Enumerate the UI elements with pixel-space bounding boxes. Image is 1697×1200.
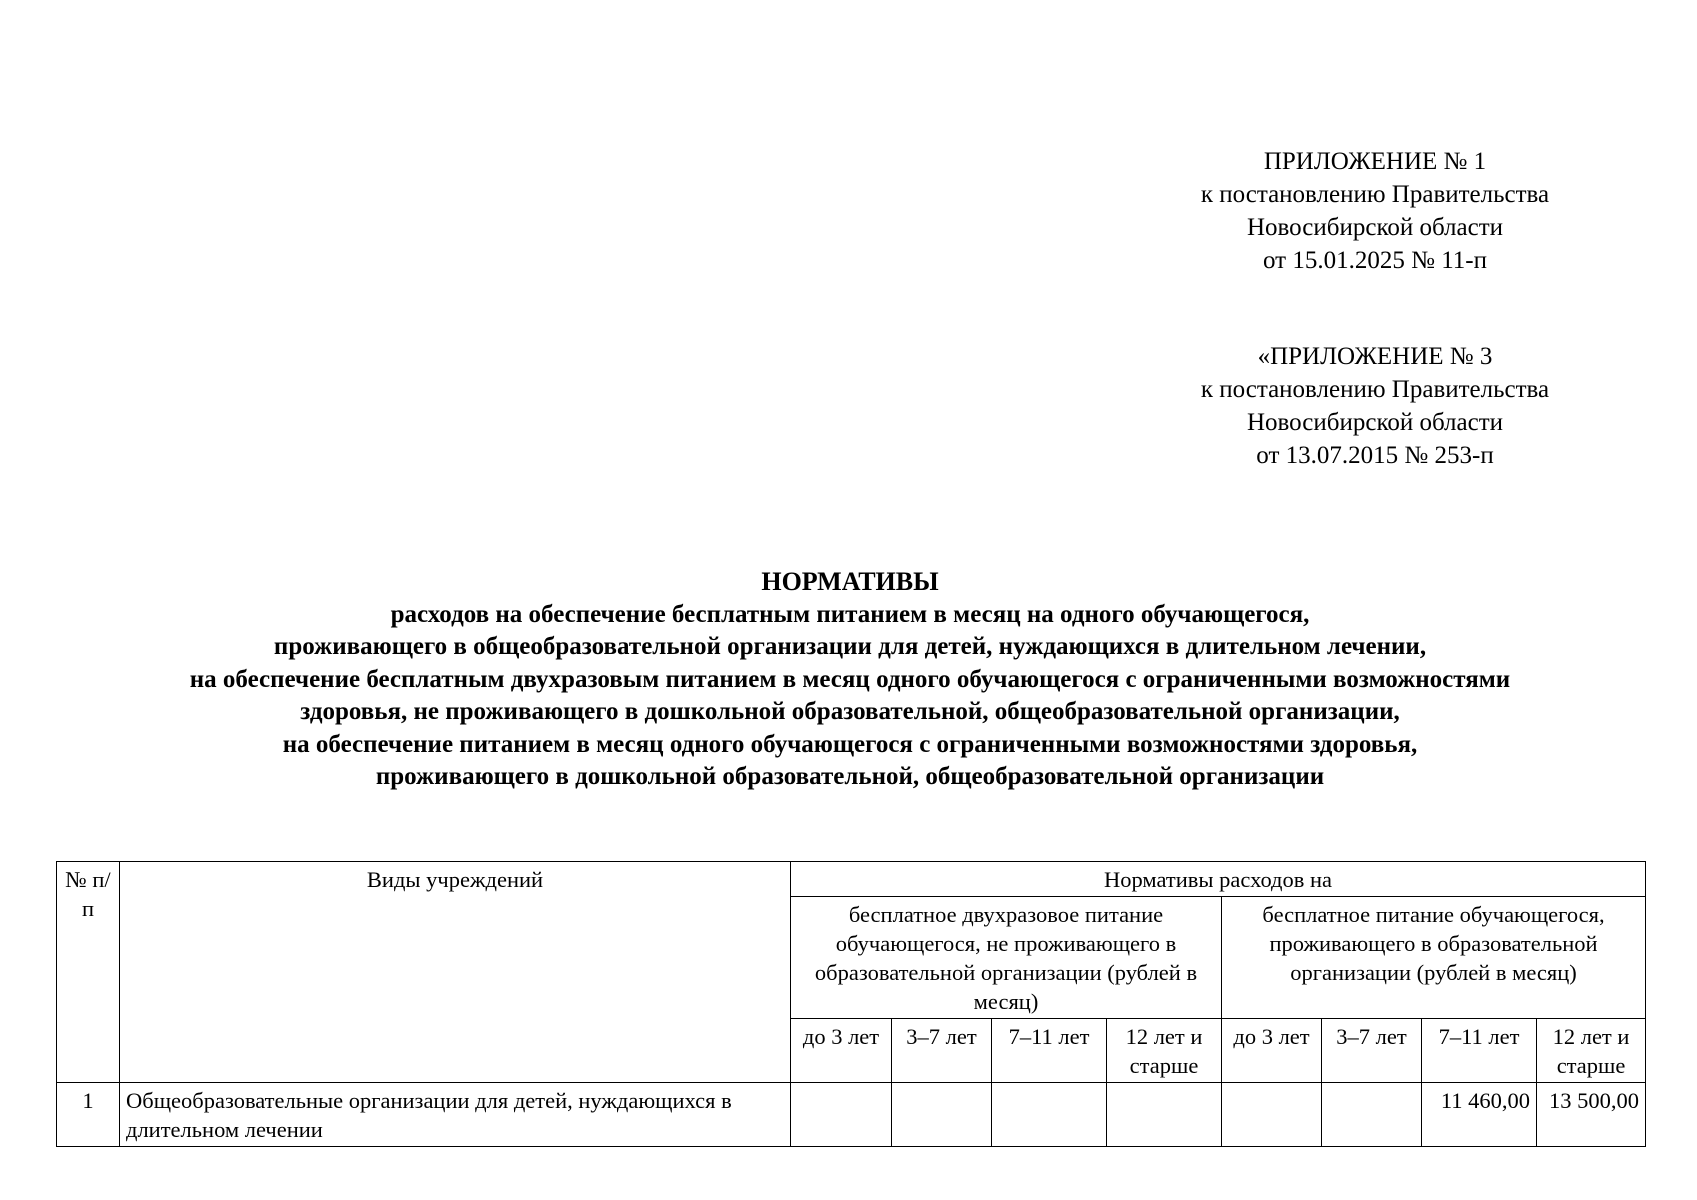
- norms-table: [56, 861, 1646, 1147]
- row-value-cell: [1107, 1083, 1222, 1147]
- header-age-col: 3–7 лет: [892, 1019, 992, 1083]
- header-group-residing: бесплатное питание обучающегося, проживающего в образовательной организации (рублей в месяц): [1222, 897, 1646, 1019]
- header-age-col: до 3 лет: [791, 1019, 892, 1083]
- row-institution-name: Общеобразовательные организации для детей, нуждающихся в длительном лечении: [120, 1083, 791, 1147]
- title-line: расходов на обеспечение бесплатным питанием в месяц на одного обучающегося,: [390, 600, 1310, 628]
- row-value-cell: 13 500,00: [1537, 1083, 1646, 1147]
- row-value-cell: [1322, 1083, 1422, 1147]
- appendix-1-region-line: Новосибирской области: [1246, 214, 1504, 241]
- header-age-col: до 3 лет: [1222, 1019, 1322, 1083]
- header-age-col: 3–7 лет: [1322, 1019, 1422, 1083]
- header-num: № п/п: [57, 862, 120, 1083]
- title-line: проживающего в дошкольной образовательной, общеобразовательной организации: [375, 763, 1325, 790]
- title-line: на обеспечение бесплатным двухразовым питанием в месяц одного обучающегося с ограниченными возможностями: [189, 665, 1511, 693]
- row-value-cell: [791, 1083, 892, 1147]
- title-line: на обеспечение питанием в месяц одного обучающегося с ограниченными возможностями здоровья,: [282, 730, 1418, 758]
- row-value-cell: 11 460,00: [1422, 1083, 1537, 1147]
- header-age-col: 12 лет и старше: [1537, 1019, 1646, 1083]
- row-num: 1: [57, 1083, 120, 1147]
- appendix-1-date-line: от 15.01.2025 № 11-п: [1263, 247, 1487, 274]
- row-value-cell: [1222, 1083, 1322, 1147]
- header-age-col: 12 лет и старше: [1107, 1019, 1222, 1083]
- appendix-1-number: ПРИЛОЖЕНИЕ № 1: [1263, 148, 1487, 175]
- table-header-row: [57, 862, 1646, 897]
- header-institution-types: Виды учреждений: [120, 862, 791, 1083]
- title-heading: НОРМАТИВЫ: [761, 567, 939, 596]
- appendix-3-date-line: от 13.07.2015 № 253-п: [1256, 442, 1494, 469]
- title-line: здоровья, не проживающего в дошкольной образовательной, общеобразовательной организации,: [300, 698, 1400, 725]
- appendix-3-number: «ПРИЛОЖЕНИЕ № 3: [1257, 343, 1493, 370]
- row-value-cell: [892, 1083, 992, 1147]
- row-value-cell: [992, 1083, 1107, 1147]
- title-line: проживающего в общеобразовательной организации для детей, нуждающихся в длительном лечении,: [273, 633, 1427, 660]
- header-group-two-meals: бесплатное двухразовое питание обучающегося, не проживающего в образовательной организации (рублей в месяц): [791, 897, 1222, 1019]
- document-title: [40, 566, 1660, 794]
- table-row: [57, 1083, 1646, 1147]
- appendix-1-ref-line: к постановлению Правительства: [1200, 181, 1550, 208]
- appendix-3-header: [1150, 340, 1600, 472]
- appendix-3-region-line: Новосибирской области: [1246, 409, 1504, 436]
- header-age-col: 7–11 лет: [992, 1019, 1107, 1083]
- appendix-1-header: [1150, 145, 1600, 277]
- appendix-3-ref-line: к постановлению Правительства: [1200, 376, 1550, 403]
- header-norms: Нормативы расходов на: [791, 862, 1646, 897]
- header-age-col: 7–11 лет: [1422, 1019, 1537, 1083]
